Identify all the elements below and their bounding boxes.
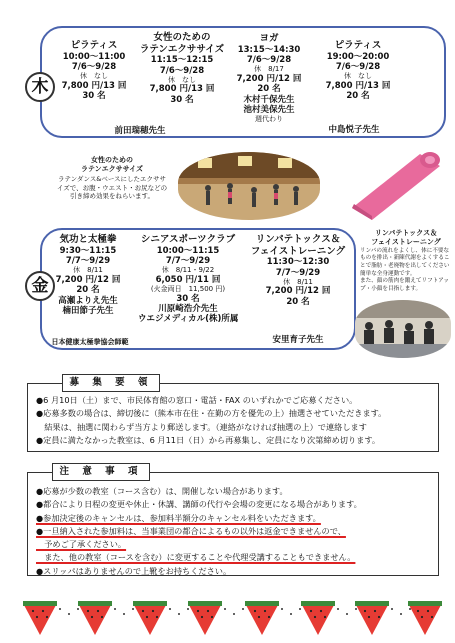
seed-dot-icon [400, 613, 402, 615]
lymph-caption-line-6: プ・小顔を目指します。 [360, 285, 422, 292]
class-fee: 7,200 円/12 回 [265, 286, 331, 297]
class-capacity: 20 名 [76, 285, 100, 296]
class-dates: 7/6～9/28 [246, 54, 292, 65]
notes-line-2: ●都合により日程の変更や休止・休講、講師の代行や会場の変更になる場合があります。 [36, 499, 362, 510]
class-capacity: 30 名 [82, 91, 106, 102]
latin-caption-line-1: ラテンダンス&ベースにしたエクササ [57, 174, 167, 183]
thursday-class-4-instructor: 中島悦子先生 [328, 125, 380, 135]
class-fee-note: (火金両日 11,500 円) [150, 285, 226, 294]
latin-caption-line-3: 引き締め効果をねらいます。 [70, 192, 154, 201]
thursday-class-4 [312, 40, 404, 102]
class-fee: 7,800 円/13 回 [325, 80, 391, 91]
yoga-mat-photo [348, 146, 444, 222]
friday-class-1 [46, 234, 130, 316]
watermelon-slice-icon [408, 601, 442, 635]
thursday-class-1 [52, 40, 136, 102]
notes-title: 注 意 事 項 [52, 463, 150, 481]
class-dates: 7/7～9/29 [65, 255, 111, 266]
lymph-caption-line-1: リンパの流れをよくし、体に不要な [360, 247, 450, 254]
friday-class-3-instructor: 安里育子先生 [272, 335, 324, 345]
watermelon-slice-icon [133, 601, 167, 635]
class-time: 9:30～11:15 [59, 245, 117, 256]
seed-dot-icon [59, 608, 61, 610]
notes-box [27, 472, 439, 576]
class-holiday: 休 なし [168, 75, 196, 84]
class-capacity: 20 名 [286, 296, 310, 307]
seed-dot-icon [123, 613, 125, 615]
watermelon-slice-icon [245, 601, 279, 635]
class-fee: 6,050 円/11 回 [155, 274, 221, 285]
recruit-line-2: ●応募多数の場合は、締切後に（熊本市在住・在勤の方を優先の上）抽選させていただきます。 [36, 408, 387, 419]
class-dates: 7/6～9/28 [159, 65, 205, 76]
latin-caption-head-1: 女性のための [91, 156, 133, 164]
class-instructor-1: 高瀬よりえ先生 [58, 295, 118, 306]
class-title: ピラティス [334, 40, 382, 51]
seed-dot-icon [77, 608, 79, 610]
seed-dot-icon [242, 608, 244, 610]
class-title-line1: リンパテトックス＆ [255, 234, 341, 245]
seed-dot-icon [409, 608, 411, 610]
class-time: 10:00～11:00 [62, 51, 126, 62]
lymph-caption-line-3: とで脂肪・老廃物を出してください [360, 262, 450, 269]
seed-dot-icon [132, 608, 134, 610]
class-time: 11:30～12:30 [266, 257, 330, 268]
lymph-class-photo [355, 300, 451, 358]
class-dates: 7/6～9/28 [335, 61, 381, 72]
class-org: ウエジメディカル(株)所属 [138, 314, 239, 325]
seed-dot-icon [68, 613, 70, 615]
seed-dot-icon [281, 608, 283, 610]
friday-class-2 [138, 234, 238, 325]
friday-day-badge: 金 [25, 271, 55, 301]
class-dates: 7/7～9/29 [165, 255, 211, 266]
class-instructor-note: 週代わり [255, 115, 283, 124]
class-time: 13:15～14:30 [237, 44, 301, 55]
lymph-caption-head-2: フェイストレーニング [371, 238, 441, 247]
notes-line-6: また、他の教室（コースを含む）に変更することや代理受講することもできません。 [36, 552, 356, 563]
class-time: 19:00～20:00 [326, 51, 390, 62]
watermelon-slice-icon [23, 601, 57, 635]
notes-line-3: ●参加決定後のキャンセルは、参加料半額分のキャンセル料をいただきます。 [36, 512, 321, 523]
class-holiday: 休 8/11 [283, 277, 313, 286]
recruit-line-3: 結果は、抽選に関わらず当方より郵送します。（連絡がなければ抽選の上）で連絡します [36, 421, 367, 432]
notes-line-7: ●スリッパはありませんので上靴をお持ちください。 [36, 565, 232, 576]
notes-line-1: ●応募が少数の教室（コース含む）は、開催しない場合があります。 [36, 486, 288, 496]
recruit-title: 募 集 要 領 [62, 374, 160, 392]
class-title-line1: 女性のための [153, 32, 211, 43]
seed-dot-icon [299, 608, 301, 610]
class-title-line2: フェイストレーニング [250, 245, 346, 257]
seed-dot-icon [187, 608, 189, 610]
class-dates: 7/6～9/28 [71, 61, 117, 72]
class-fee: 7,800 円/13 回 [61, 80, 127, 91]
seed-dot-icon [346, 613, 348, 615]
lymph-caption-line-4: 簡単な全身運動です。 [360, 270, 416, 277]
class-instructor-2: 楠田節子先生 [62, 305, 114, 316]
watermelon-slice-icon [355, 601, 389, 635]
friday-class-1-org: 日本健康太極拳協会師範 [51, 338, 129, 346]
lymph-caption-line-2: ものを排出・新陳代謝をよくするこ [360, 255, 450, 262]
class-holiday: 休 なし [344, 72, 372, 81]
class-fee: 7,200 円/12 回 [55, 274, 121, 285]
seed-dot-icon [224, 608, 226, 610]
class-time: 11:15～12:15 [150, 55, 214, 66]
latin-caption [48, 156, 176, 201]
class-title-line2: ラテンエクササイズ [139, 43, 225, 55]
recruit-line-4: ●定員に満たなかった教室は、6 月11日（日）から再募集し、定員になり次第締め切ります。 [36, 434, 381, 445]
thursday-class-2 [137, 32, 227, 105]
class-time: 10:00～11:15 [156, 245, 220, 256]
class-capacity: 20 名 [346, 91, 370, 102]
class-instructor-1: 木村千保先生 [243, 94, 295, 105]
thursday-class-1-instructor: 前田瑞穂先生 [114, 126, 166, 136]
watermelon-border [0, 583, 455, 641]
class-dates: 7/7～9/29 [275, 267, 321, 278]
thursday-day-badge: 木 [25, 72, 55, 102]
latin-exercise-photo [178, 152, 320, 220]
recruit-line-1: ●6 月10日（土）まで、市民体育館の窓口・電話・FAX のいずれかでご応募ください。 [36, 395, 358, 405]
class-instructor: 川原崎浩介先生 [158, 304, 218, 315]
latin-caption-line-2: イズで、お腹・ウエスト・お尻などの [56, 183, 168, 192]
class-fee: 7,800 円/13 回 [149, 84, 215, 95]
friday-class-3 [244, 234, 352, 307]
class-title: 気功と太極拳 [59, 234, 117, 245]
class-title: ピラティス [70, 40, 118, 51]
class-capacity: 30 名 [170, 94, 194, 105]
seed-dot-icon [233, 613, 235, 615]
class-capacity: 30 名 [176, 293, 200, 304]
seed-dot-icon [114, 608, 116, 610]
lymph-caption [360, 229, 452, 293]
latin-caption-head-2: ラテンエクササイズ [80, 165, 144, 174]
class-holiday: 休 8/11・9/22 [161, 266, 215, 275]
watermelon-slice-icon [78, 601, 112, 635]
class-holiday: 休 8/17 [254, 65, 284, 74]
class-holiday: 休 なし [80, 72, 108, 81]
seed-dot-icon [178, 613, 180, 615]
seed-dot-icon [391, 608, 393, 610]
recruit-box [27, 383, 439, 452]
class-holiday: 休 8/11 [73, 266, 103, 275]
seed-dot-icon [355, 608, 357, 610]
seed-dot-icon [337, 608, 339, 610]
class-title: シニアスポーツクラブ [140, 234, 236, 245]
lymph-caption-line-5: また、顔の筋肉を鍛えてリフトアッ [360, 278, 449, 285]
class-title: ヨガ [259, 33, 279, 44]
thursday-class-3 [227, 33, 311, 124]
seed-dot-icon [169, 608, 171, 610]
notes-line-5: 予めご了承ください。 [36, 539, 127, 550]
watermelon-slice-icon [188, 601, 222, 635]
watermelon-slice-icon [301, 601, 335, 635]
lymph-caption-head-1: リンパテトックス＆ [374, 229, 438, 237]
class-fee: 7,200 円/12 回 [236, 73, 302, 84]
class-instructor-2: 池村美保先生 [243, 104, 295, 115]
notes-line-4: ●一旦納入された参加料は、当事業団の都合によるもの以外は返金できませんので、 [36, 525, 346, 536]
seed-dot-icon [290, 613, 292, 615]
class-capacity: 20 名 [257, 84, 281, 95]
